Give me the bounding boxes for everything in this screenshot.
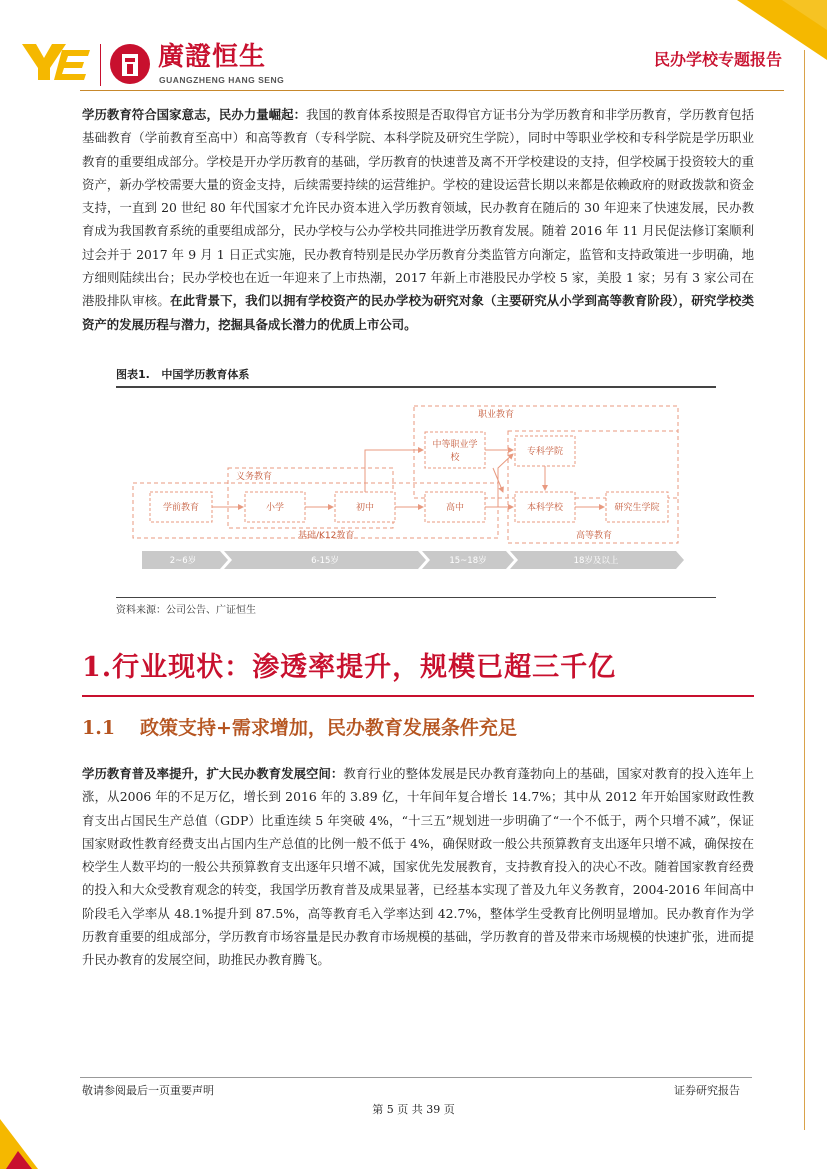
section-1-1-title xyxy=(82,713,517,740)
intro-lead: 学历教育符合国家意志，民办力量崛起： xyxy=(82,107,307,122)
intro-body: 我国的教育体系按照是否取得官方证书分为学历教育和非学历教育，学历教育包括基础教育（学前教育至高中）和高等教育（专科学院、本科学院及研究生学院），同时中等职业学校和专科学院是学历职业教育的重要组成部分。学校是开办学历教育的基础，学历教育的快速普及离不开学校建设的支持，但学校属于投资较大的重资产，新办学校需要大量的资金支持，后续需要持续的运营维护。学校的建设运营长期以来都是依赖政府的财政拨款和资金支持，一直到 20 世纪 80 年代国家才允许民办资本进入学历教育领域，民办教育在随后的 30 年迎来了快速发展，民办教育成为我国教育系统的重要组成部分，民办学校与公办学校共同推进学历教育发展。随着 2016 年 11 月民促法修订案顺利过会并于 2017 年 9 月 1 日正式实施，民办教育特别是民办学历教育分类监管方向渐定，监管和支持政策进一步明确，地方细则陆续出台；民办学校也在近一年迎来了上市热潮，2017 年新上市港股民办学校 5 家，美股 1 家；另有 3 家公司在港股排队审核。 xyxy=(82,107,755,309)
k12-label: 基础/K12教育 xyxy=(298,531,355,541)
box-junior-text: 初中 xyxy=(355,503,375,513)
page-number: 第 5 页 共 39 页 xyxy=(372,1103,455,1116)
box-preschool-text: 学前教育 xyxy=(162,503,200,513)
para2-body: 教育行业的整体发展是民办教育蓬勃向上的基础，国家对教育的投入连年上涨，从2006 年的不足万亿，增长到 2016 年的 3.89 亿，十年间年复合增长 14.7%；其中从 2012 年开始国家财政性教育支出占国民生产总值（GDP）比重连续 5 年突破 4%，“十三五”规划进一步明确了“一个不低于，两个只增不减”，保证国家财政性教育经费支出占国内生产总值的比例一般不低于 4%，确保财政一般公共预算教育支出逐年只增不减，确保按在校学生人数平均的一般公共预算教育支出逐年只增不减，国家优先发展教育，支持教育投入的决心不改。随着国家教育经费的投入和大众受教育观念的转变，我国学历教育普及成果显著，已经基本实现了普及九年义务教育，2004-2016 年间高中阶段毛入学率从 48.1%提升到 87.5%，高等教育毛入学率达到 42.7%，整体学生受教育比例明显增加。民办教育作为学历教育重要的组成部分，学历教育市场容量是民办教育市场规模的基础，学历教育的普及带来市场规模的快速扩张，进而提升民办教育的发展空间，助推民办教育腾飞。 xyxy=(82,766,755,968)
box-primary-text: 小学 xyxy=(265,503,285,513)
box-vocational-secondary-text-1: 中等职业学 xyxy=(432,440,478,450)
box-junior-college-text: 专科学院 xyxy=(526,447,564,457)
footer-report-type: 证券研究报告 xyxy=(674,1084,740,1097)
brand-name-cn: 廣證恒生 xyxy=(158,42,267,72)
figure-top-rule xyxy=(116,386,716,388)
vocational-label: 职业教育 xyxy=(478,410,515,420)
education-system-diagram xyxy=(128,396,688,586)
box-vocational-secondary-text-2: 校 xyxy=(450,453,460,463)
box-graduate-text: 研究生学院 xyxy=(614,503,660,513)
age-label-1: 2~6岁 xyxy=(169,556,197,566)
ye-logo-icon xyxy=(22,42,92,82)
footer-disclaimer: 敬请参阅最后一页重要声明 xyxy=(82,1084,214,1097)
figure-bottom-rule xyxy=(116,597,716,598)
penetration-paragraph xyxy=(82,762,754,972)
compulsory-label: 义务教育 xyxy=(236,472,273,482)
brand-name-en: GUANGZHENG HANG SENG xyxy=(159,75,285,85)
corner-decoration-bottom xyxy=(0,1089,60,1169)
guangzheng-seal-icon xyxy=(108,42,152,86)
para2-lead: 学历教育普及率提升，扩大民办教育发展空间： xyxy=(82,766,344,781)
section-1-1-number: 1.1 xyxy=(82,717,116,739)
intro-emphasis: 在此背景下，我们以拥有学校资产的民办学校为研究对象（主要研究从小学到高等教育阶段），研究学校类资产的发展历程与潜力，挖掘具备成长潜力的优质上市公司。 xyxy=(82,293,754,332)
age-label-2: 6-15岁 xyxy=(311,556,339,566)
section-1-1-text: 政策支持+需求增加，民办教育发展条件充足 xyxy=(140,717,517,739)
figure-title: 图表1. 中国学历教育体系 xyxy=(116,368,250,381)
section-1-rule xyxy=(82,695,754,697)
age-label-4: 18岁及以上 xyxy=(573,556,619,566)
intro-paragraph xyxy=(82,103,754,336)
figure-source: 资料来源：公司公告、广证恒生 xyxy=(116,605,256,616)
report-tag: 民办学校专题报告 xyxy=(653,50,782,69)
age-label-3: 15~18岁 xyxy=(449,556,487,566)
header-rule xyxy=(80,90,784,91)
higher-label: 高等教育 xyxy=(576,531,613,541)
box-undergraduate-text: 本科学校 xyxy=(526,503,564,513)
footer-rule xyxy=(80,1077,752,1078)
box-senior-text: 高中 xyxy=(445,503,465,513)
section-1-title: 1.行业现状：渗透率提升，规模已超三千亿 xyxy=(82,652,617,683)
logo-divider xyxy=(100,44,101,86)
side-border-line xyxy=(804,50,805,1130)
